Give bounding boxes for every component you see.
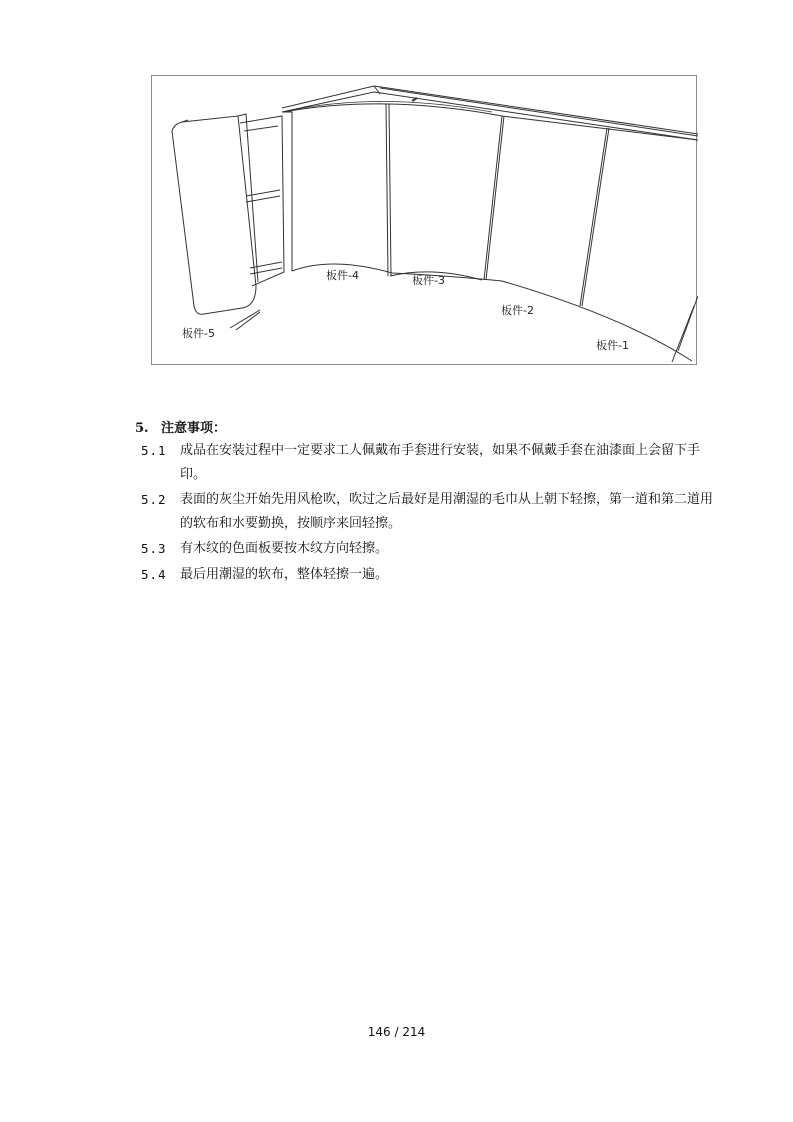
- item-text: 成品在安装过程中一定要求工人佩戴布手套进行安装，如果不佩戴手套在油漆面上会留下手印。: [180, 443, 701, 482]
- item-text: 最后用潮湿的软布，整体轻擦一遍。: [180, 567, 389, 582]
- section-title: 注意事项：: [161, 421, 227, 436]
- item-number: 5.1: [141, 443, 167, 458]
- figure-label-5: 板件-5: [182, 327, 215, 340]
- installation-figure: [151, 75, 697, 365]
- figure-label-1: 板件-1: [596, 339, 629, 352]
- item-number: 5.4: [141, 567, 167, 582]
- list-item: [141, 537, 721, 561]
- item-number: 5.2: [141, 492, 167, 507]
- list-item: [141, 439, 721, 487]
- curved-panel-drawing: [152, 76, 698, 366]
- list-item: [141, 488, 721, 536]
- figure-label-3: 板件-3: [412, 274, 445, 287]
- figure-label-4: 板件-4: [326, 269, 359, 282]
- item-text: 表面的灰尘开始先用风枪吹，吹过之后最好是用潮湿的毛巾从上朝下轻擦，第一道和第二道用的软布和水要勤换，按顺序来回轻擦。: [180, 492, 714, 531]
- figure-label-2: 板件-2: [501, 304, 534, 317]
- list-item: [141, 563, 721, 587]
- item-number: 5.3: [141, 541, 167, 556]
- page-number: 146 / 214: [367, 1025, 426, 1039]
- section-heading: [135, 417, 226, 436]
- section-number: 5.: [135, 421, 149, 436]
- item-text: 有木纹的色面板要按木纹方向轻擦。: [180, 541, 389, 556]
